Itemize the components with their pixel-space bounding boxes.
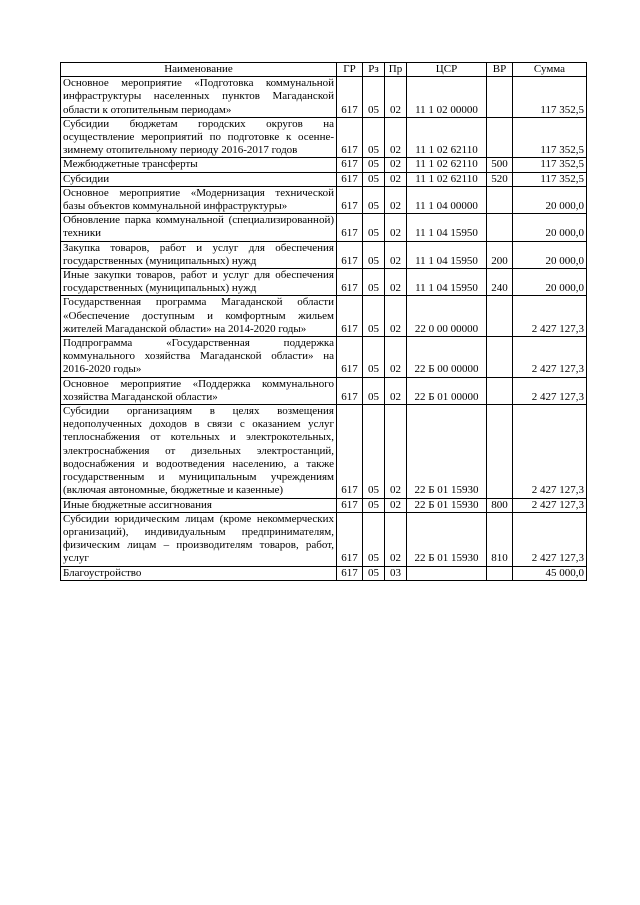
- row-csr: 11 1 04 15950: [407, 269, 487, 296]
- row-gr: 617: [337, 566, 363, 580]
- row-name: Субсидии бюджетам городских округов на осуществление мероприятий по подготовке к осенне-зимнему отопительному периоду 2016-2017 годов: [61, 117, 337, 158]
- row-rz: 05: [363, 405, 385, 498]
- row-csr: 22 0 00 00000: [407, 296, 487, 337]
- row-csr: 11 1 02 62110: [407, 172, 487, 186]
- row-pr: 02: [385, 512, 407, 566]
- row-name: Межбюджетные трансферты: [61, 158, 337, 172]
- row-pr: 02: [385, 77, 407, 118]
- row-gr: 617: [337, 241, 363, 268]
- row-vr: 520: [487, 172, 513, 186]
- row-rz: 05: [363, 377, 385, 404]
- row-pr: 02: [385, 405, 407, 498]
- row-gr: 617: [337, 377, 363, 404]
- table-row: [61, 77, 587, 118]
- header-vr: ВР: [487, 63, 513, 77]
- row-sum: 117 352,5: [513, 158, 587, 172]
- row-sum: 2 427 127,3: [513, 512, 587, 566]
- table-row: [61, 214, 587, 241]
- row-rz: 05: [363, 566, 385, 580]
- row-csr: 11 1 04 00000: [407, 186, 487, 213]
- row-pr: 02: [385, 186, 407, 213]
- row-vr: 500: [487, 158, 513, 172]
- table-row: [61, 566, 587, 580]
- row-vr: 800: [487, 498, 513, 512]
- row-sum: 20 000,0: [513, 214, 587, 241]
- row-sum: 117 352,5: [513, 172, 587, 186]
- row-rz: 05: [363, 77, 385, 118]
- row-csr: 22 Б 01 15930: [407, 512, 487, 566]
- row-name: Основное мероприятие «Модернизация технической базы объектов коммунальной инфраструктуры»: [61, 186, 337, 213]
- table-row: [61, 158, 587, 172]
- row-vr: [487, 377, 513, 404]
- row-name: Основное мероприятие «Подготовка коммунальной инфраструктуры населенных пунктов Магаданской области к отопительным периодам»: [61, 77, 337, 118]
- row-pr: 02: [385, 498, 407, 512]
- row-pr: 02: [385, 269, 407, 296]
- row-csr: 22 Б 01 15930: [407, 498, 487, 512]
- row-sum: 2 427 127,3: [513, 296, 587, 337]
- header-rz: Рз: [363, 63, 385, 77]
- header-sum: Сумма: [513, 63, 587, 77]
- row-vr: [487, 117, 513, 158]
- row-name: Благоустройство: [61, 566, 337, 580]
- row-vr: 810: [487, 512, 513, 566]
- row-name: Субсидии юридическим лицам (кроме некоммерческих организаций), индивидуальным предпринимателям, физическим лицам – производителям товаров, работ, услуг: [61, 512, 337, 566]
- row-rz: 05: [363, 498, 385, 512]
- row-pr: 02: [385, 241, 407, 268]
- table-row: [61, 186, 587, 213]
- row-vr: [487, 296, 513, 337]
- row-csr: 22 Б 01 00000: [407, 377, 487, 404]
- row-gr: 617: [337, 337, 363, 378]
- row-name: Закупка товаров, работ и услуг для обеспечения государственных (муниципальных) нужд: [61, 241, 337, 268]
- row-gr: 617: [337, 498, 363, 512]
- table-row: [61, 337, 587, 378]
- row-pr: 02: [385, 377, 407, 404]
- table-row: [61, 269, 587, 296]
- row-name: Субсидии: [61, 172, 337, 186]
- row-csr: 11 1 04 15950: [407, 241, 487, 268]
- row-vr: 200: [487, 241, 513, 268]
- row-pr: 02: [385, 172, 407, 186]
- row-pr: 02: [385, 117, 407, 158]
- row-rz: 05: [363, 512, 385, 566]
- row-sum: 2 427 127,3: [513, 337, 587, 378]
- table-row: [61, 172, 587, 186]
- row-gr: 617: [337, 158, 363, 172]
- row-gr: 617: [337, 172, 363, 186]
- row-pr: 02: [385, 214, 407, 241]
- row-rz: 05: [363, 158, 385, 172]
- row-vr: [487, 186, 513, 213]
- row-gr: 617: [337, 186, 363, 213]
- row-csr: 22 Б 00 00000: [407, 337, 487, 378]
- row-rz: 05: [363, 186, 385, 213]
- row-csr: [407, 566, 487, 580]
- row-rz: 05: [363, 241, 385, 268]
- row-rz: 05: [363, 117, 385, 158]
- row-pr: 02: [385, 296, 407, 337]
- row-rz: 05: [363, 269, 385, 296]
- table-row: [61, 512, 587, 566]
- header-pr: Пр: [385, 63, 407, 77]
- row-vr: [487, 337, 513, 378]
- row-name: Обновление парка коммунальной (специализированной) техники: [61, 214, 337, 241]
- header-name: Наименование: [61, 63, 337, 77]
- row-gr: 617: [337, 512, 363, 566]
- table-row: [61, 405, 587, 498]
- row-rz: 05: [363, 214, 385, 241]
- table-row: [61, 498, 587, 512]
- row-vr: [487, 77, 513, 118]
- row-csr: 11 1 02 62110: [407, 158, 487, 172]
- header-row: [61, 63, 587, 77]
- row-name: Иные закупки товаров, работ и услуг для обеспечения государственных (муниципальных) нужд: [61, 269, 337, 296]
- row-sum: 2 427 127,3: [513, 377, 587, 404]
- row-pr: 02: [385, 337, 407, 378]
- row-sum: 20 000,0: [513, 241, 587, 268]
- table-row: [61, 296, 587, 337]
- row-rz: 05: [363, 172, 385, 186]
- budget-table: [60, 62, 587, 581]
- row-gr: 617: [337, 269, 363, 296]
- row-gr: 617: [337, 214, 363, 241]
- row-sum: 45 000,0: [513, 566, 587, 580]
- row-gr: 617: [337, 77, 363, 118]
- row-name: Подпрограмма «Государственная поддержка коммунального хозяйства Магаданской области» на 2016-2020 годы»: [61, 337, 337, 378]
- row-csr: 11 1 04 15950: [407, 214, 487, 241]
- row-name: Субсидии организациям в целях возмещения недополученных доходов в связи с оказанием услуг теплоснабжения от котельных и электрокотельных, электроснабжения от дизельных электростанций, водоснабжения и водоотведения населению, а также государственным и муниципальным учреждениям (включая автономные, бюджетные и казенные): [61, 405, 337, 498]
- row-csr: 11 1 02 62110: [407, 117, 487, 158]
- row-vr: [487, 214, 513, 241]
- row-sum: 2 427 127,3: [513, 405, 587, 498]
- table-row: [61, 241, 587, 268]
- row-vr: [487, 405, 513, 498]
- row-vr: 240: [487, 269, 513, 296]
- row-gr: 617: [337, 296, 363, 337]
- table-row: [61, 377, 587, 404]
- row-rz: 05: [363, 337, 385, 378]
- row-pr: 02: [385, 158, 407, 172]
- row-sum: 20 000,0: [513, 186, 587, 213]
- row-name: Основное мероприятие «Поддержка коммунального хозяйства Магаданской области»: [61, 377, 337, 404]
- row-csr: 11 1 02 00000: [407, 77, 487, 118]
- row-name: Государственная программа Магаданской области «Обеспечение доступным и комфортным жильем жителей Магаданской области» на 2014-2020 годы»: [61, 296, 337, 337]
- header-csr: ЦСР: [407, 63, 487, 77]
- row-sum: 117 352,5: [513, 117, 587, 158]
- row-rz: 05: [363, 296, 385, 337]
- row-sum: 20 000,0: [513, 269, 587, 296]
- row-name: Иные бюджетные ассигнования: [61, 498, 337, 512]
- row-sum: 2 427 127,3: [513, 498, 587, 512]
- row-gr: 617: [337, 117, 363, 158]
- header-gr: ГР: [337, 63, 363, 77]
- row-sum: 117 352,5: [513, 77, 587, 118]
- table-row: [61, 117, 587, 158]
- row-gr: 617: [337, 405, 363, 498]
- row-csr: 22 Б 01 15930: [407, 405, 487, 498]
- row-vr: [487, 566, 513, 580]
- row-pr: 03: [385, 566, 407, 580]
